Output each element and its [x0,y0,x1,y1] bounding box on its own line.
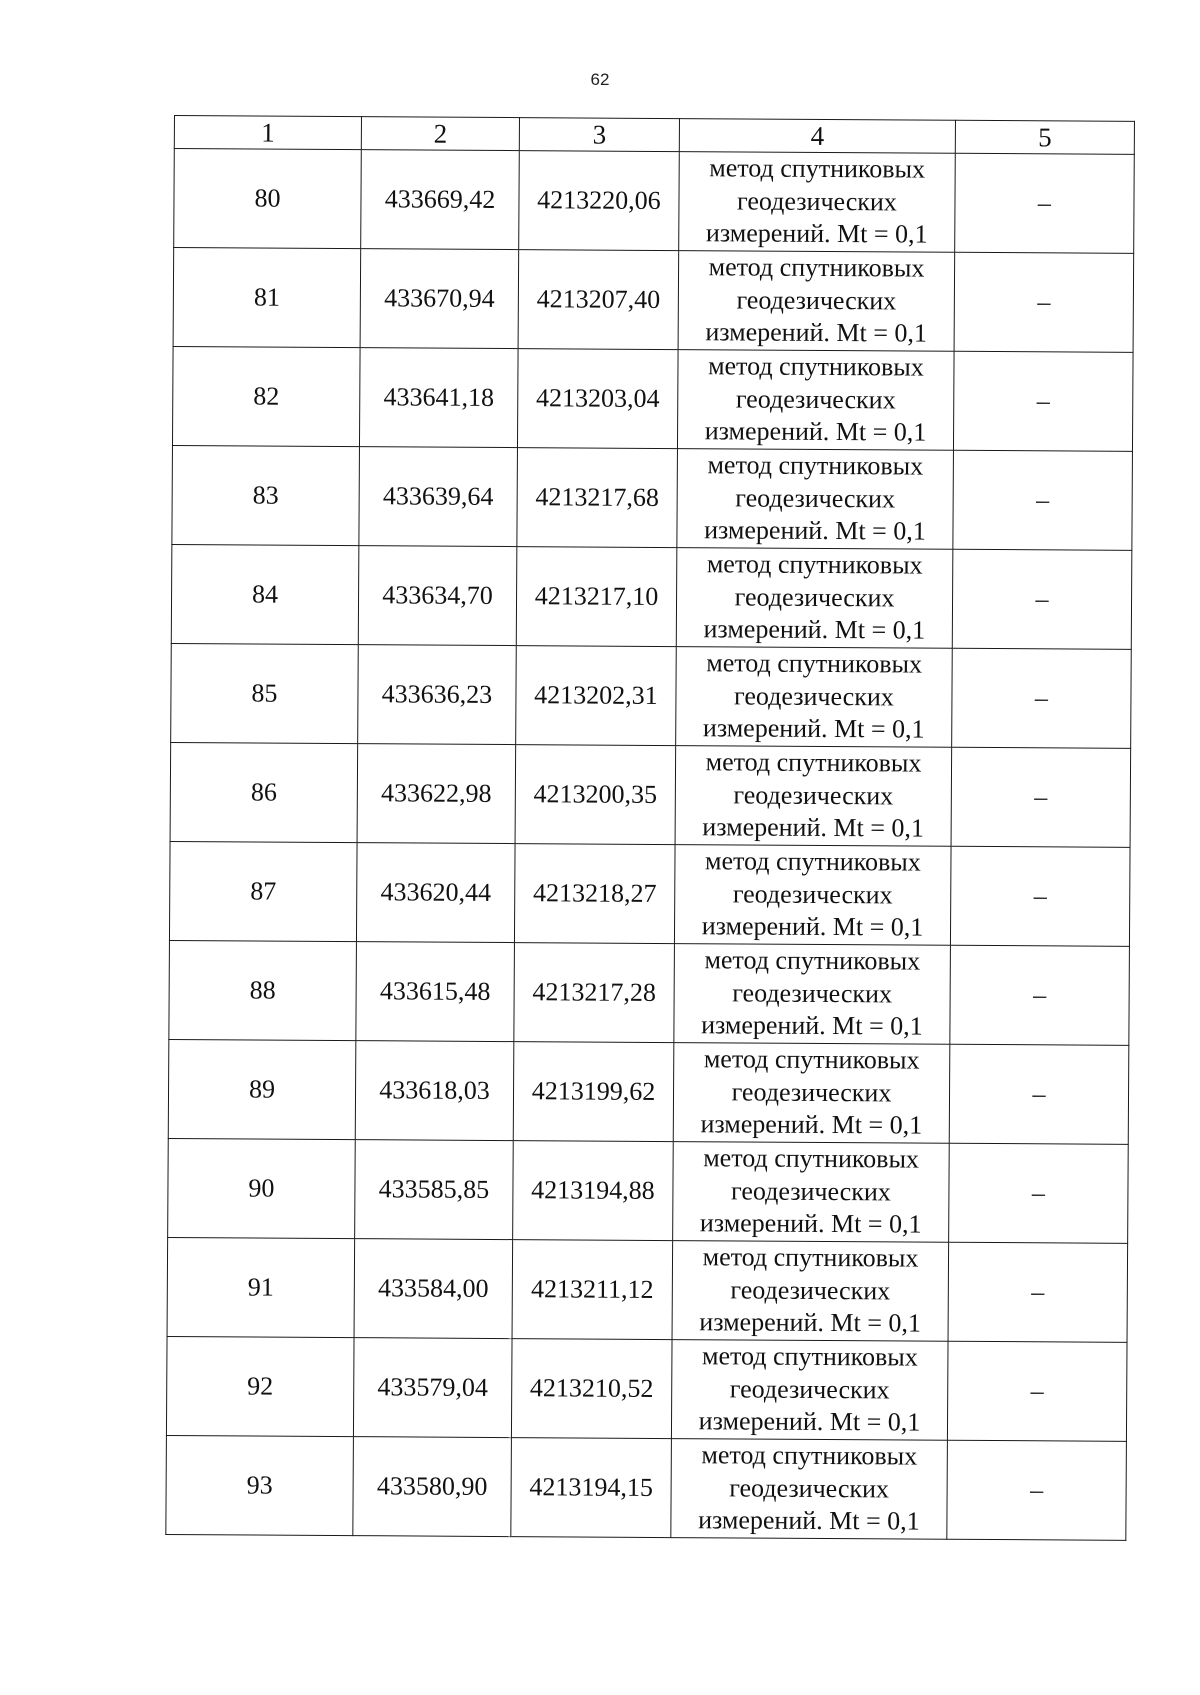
method-cell [671,1439,948,1540]
point-number-cell: 86 [170,742,358,842]
note-cell: – [949,1044,1129,1144]
column-header-5: 5 [955,120,1134,154]
method-line-1: метод спутниковых [704,945,921,976]
method-cell [672,1241,949,1342]
x-coordinate-cell: 433579,04 [353,1338,512,1438]
method-cell [671,1340,948,1441]
point-number-cell: 90 [168,1138,356,1238]
y-coordinate-cell: 4213211,12 [512,1240,673,1340]
method-line-2: геодезических [736,285,897,316]
table-row [166,1435,1127,1540]
table-row [169,841,1130,946]
x-coordinate-cell: 433615,48 [356,942,515,1042]
table-row [168,1138,1129,1243]
point-number-cell: 88 [169,940,357,1040]
method-cell [674,944,951,1045]
method-line-2: геодезических [732,978,893,1009]
table-row [173,248,1134,353]
x-coordinate-cell: 433580,90 [353,1437,512,1537]
note-cell: – [953,450,1133,550]
y-coordinate-cell: 4213217,68 [517,448,678,548]
method-line-2: геодезических [730,1275,891,1306]
method-line-1: метод спутниковых [706,549,923,580]
point-number-cell: 85 [171,643,359,743]
method-line-3: измерений. Mt = 0,1 [699,1208,922,1239]
point-number-cell: 93 [166,1435,354,1535]
method-line-3: измерений. Mt = 0,1 [705,317,928,348]
table-row [170,742,1131,847]
y-coordinate-cell: 4213200,35 [515,745,676,845]
method-line-1: метод спутниковых [708,351,924,382]
method-line-1: метод спутниковых [705,747,922,778]
x-coordinate-cell: 433641,18 [359,348,518,448]
method-line-3: измерений. Mt = 0,1 [704,515,926,546]
x-coordinate-cell: 433639,64 [359,447,518,547]
page-number: 62 [590,70,610,89]
method-line-3: измерений. Mt = 0,1 [702,812,925,843]
method-cell [674,845,951,946]
x-coordinate-cell: 433620,44 [356,843,515,943]
method-line-1: метод спутниковых [701,1440,918,1471]
method-line-1: метод спутниковых [702,1242,919,1273]
table-row [166,1336,1127,1441]
note-cell: – [954,252,1134,352]
method-line-1: метод спутниковых [703,1143,920,1174]
point-number-cell: 82 [172,346,360,446]
table-row [169,940,1130,1045]
y-coordinate-cell: 4213199,62 [513,1042,674,1142]
method-line-3: измерений. Mt = 0,1 [701,911,924,942]
y-coordinate-cell: 4213203,04 [517,349,678,449]
method-line-2: геодезических [735,483,896,514]
table-row [171,643,1132,748]
method-line-1: метод спутниковых [707,450,924,481]
y-coordinate-cell: 4213218,27 [514,844,675,944]
method-line-2: геодезических [729,1473,890,1504]
method-line-2: геодезических [735,384,896,415]
note-cell: – [953,351,1133,451]
y-coordinate-cell: 4213217,28 [514,943,675,1043]
point-number-cell: 91 [167,1237,355,1337]
method-line-2: геодезических [737,186,897,217]
method-line-2: геодезических [730,1176,891,1207]
column-header-3: 3 [519,118,679,152]
x-coordinate-cell: 433585,85 [355,1140,514,1240]
method-cell [676,647,953,748]
method-line-2: геодезических [733,780,894,811]
y-coordinate-cell: 4213210,52 [511,1339,672,1439]
method-line-2: геодезических [734,582,895,613]
point-number-cell: 80 [174,149,362,249]
point-number-cell: 87 [169,841,357,941]
method-cell [678,251,955,352]
method-line-1: метод спутниковых [708,252,925,283]
x-coordinate-cell: 433622,98 [357,744,516,844]
method-cell [673,1142,950,1243]
table-row [167,1237,1128,1342]
y-coordinate-cell: 4213202,31 [516,646,677,746]
x-coordinate-cell: 433618,03 [355,1041,514,1141]
note-cell: – [947,1341,1127,1441]
point-number-cell: 81 [173,248,361,348]
note-cell: – [952,549,1132,649]
note-cell: – [948,1242,1128,1342]
y-coordinate-cell: 4213220,06 [519,151,680,251]
note-cell: – [947,1440,1127,1540]
x-coordinate-cell: 433669,42 [361,150,520,250]
y-coordinate-cell: 4213194,88 [513,1141,674,1241]
method-line-1: метод спутниковых [705,846,921,877]
note-cell: – [950,846,1130,946]
method-line-1: метод спутниковых [703,1044,920,1075]
column-header-1: 1 [174,116,361,150]
point-number-cell: 92 [166,1336,354,1436]
method-line-2: геодезических [733,681,894,712]
table-row [172,346,1133,451]
method-line-1: метод спутниковых [706,648,923,679]
method-line-3: измерений. Mt = 0,1 [704,416,927,447]
x-coordinate-cell: 433634,70 [358,546,517,646]
method-cell [673,1043,950,1144]
table-row [171,544,1132,649]
column-header-4: 4 [679,119,955,154]
column-header-2: 2 [361,117,519,151]
point-number-cell: 84 [171,544,359,644]
table-row [168,1039,1129,1144]
note-cell: – [951,747,1131,847]
method-line-3: измерений. Mt = 0,1 [701,1010,923,1041]
table-body [166,149,1134,1541]
method-line-3: измерений. Mt = 0,1 [698,1406,921,1437]
method-line-2: геодезических [729,1374,890,1405]
x-coordinate-cell: 433584,00 [354,1239,513,1339]
coordinates-table-container [165,115,1134,1541]
method-line-3: измерений. Mt = 0,1 [705,218,928,249]
y-coordinate-cell: 4213217,10 [516,547,677,647]
x-coordinate-cell: 433670,94 [360,249,519,349]
table-row [172,445,1133,550]
method-cell [677,350,954,451]
y-coordinate-cell: 4213207,40 [518,250,679,350]
method-cell [679,152,956,253]
method-line-3: измерений. Mt = 0,1 [700,1109,923,1140]
note-cell: – [950,945,1130,1045]
method-line-3: измерений. Mt = 0,1 [698,1505,920,1536]
method-cell [677,449,954,550]
method-line-3: измерений. Mt = 0,1 [703,614,926,645]
point-number-cell: 89 [168,1039,356,1139]
method-line-3: измерений. Mt = 0,1 [699,1307,922,1338]
method-line-2: геодезических [731,1077,892,1108]
method-cell [676,548,953,649]
note-cell: – [949,1143,1129,1243]
method-line-1: метод спутниковых [709,153,926,184]
note-cell: – [955,153,1135,253]
note-cell: – [952,648,1132,748]
method-line-1: метод спутниковых [701,1341,918,1372]
x-coordinate-cell: 433636,23 [358,645,517,745]
method-line-2: геодезических [732,879,893,910]
method-line-3: измерений. Mt = 0,1 [702,713,925,744]
point-number-cell: 83 [172,445,360,545]
coordinates-table [165,115,1135,1541]
method-cell [675,746,952,847]
table-row [174,149,1135,254]
y-coordinate-cell: 4213194,15 [511,1438,672,1538]
